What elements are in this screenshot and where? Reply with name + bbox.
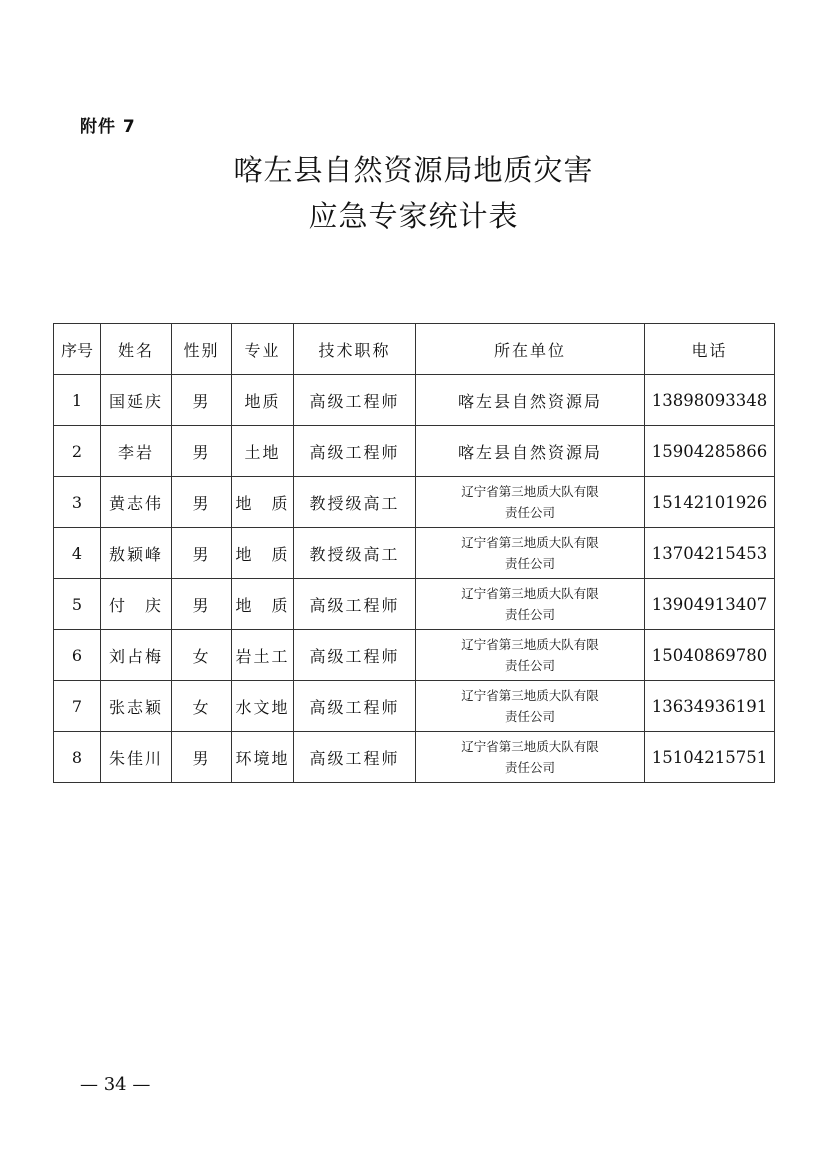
cell-major: 地质 — [232, 375, 294, 426]
cell-gender: 男 — [172, 375, 232, 426]
table-row — [54, 579, 775, 630]
unit-line2: 责任公司 — [504, 556, 555, 571]
cell-unit: 喀左县自然资源局 — [416, 426, 645, 477]
cell-name: 敖颖峰 — [101, 528, 172, 579]
cell-major: 环境地 — [232, 732, 294, 783]
cell-no: 7 — [54, 681, 101, 732]
table-row — [54, 528, 775, 579]
cell-phone: 15104215751 — [645, 732, 775, 783]
header-no: 序号 — [54, 324, 101, 375]
unit-line1: 辽宁省第三地质大队有限 — [461, 739, 599, 754]
unit-line1: 辽宁省第三地质大队有限 — [461, 688, 599, 703]
cell-name: 国延庆 — [101, 375, 172, 426]
table-row — [54, 630, 775, 681]
cell-title: 高级工程师 — [294, 732, 416, 783]
cell-name: 张志颖 — [101, 681, 172, 732]
cell-gender: 男 — [172, 579, 232, 630]
cell-no: 3 — [54, 477, 101, 528]
table-row — [54, 681, 775, 732]
cell-title: 高级工程师 — [294, 681, 416, 732]
cell-name: 黄志伟 — [101, 477, 172, 528]
unit-line2: 责任公司 — [504, 760, 555, 775]
cell-major: 地 质 — [232, 528, 294, 579]
cell-gender: 男 — [172, 528, 232, 579]
table-row — [54, 375, 775, 426]
cell-unit — [416, 732, 645, 783]
cell-unit — [416, 477, 645, 528]
cell-phone: 13704215453 — [645, 528, 775, 579]
cell-gender: 女 — [172, 630, 232, 681]
expert-table — [53, 323, 775, 783]
unit-line1: 辽宁省第三地质大队有限 — [461, 484, 599, 499]
attachment-label: 附件 7 — [80, 117, 136, 137]
document-title-line2: 应急专家统计表 — [308, 199, 519, 233]
cell-name: 付 庆 — [101, 579, 172, 630]
cell-major: 地 质 — [232, 477, 294, 528]
unit-line2: 责任公司 — [504, 505, 555, 520]
table-header-row — [54, 324, 775, 375]
cell-gender: 女 — [172, 681, 232, 732]
header-phone: 电话 — [645, 324, 775, 375]
cell-no: 2 — [54, 426, 101, 477]
cell-phone: 13898093348 — [645, 375, 775, 426]
cell-unit — [416, 630, 645, 681]
cell-title: 高级工程师 — [294, 375, 416, 426]
table-row — [54, 732, 775, 783]
cell-phone: 15142101926 — [645, 477, 775, 528]
cell-no: 4 — [54, 528, 101, 579]
table-row — [54, 477, 775, 528]
cell-no: 6 — [54, 630, 101, 681]
cell-gender: 男 — [172, 477, 232, 528]
cell-title: 高级工程师 — [294, 630, 416, 681]
unit-line1: 辽宁省第三地质大队有限 — [461, 535, 599, 550]
header-gender: 性别 — [172, 324, 232, 375]
header-name: 姓名 — [101, 324, 172, 375]
document-title-line1: 喀左县自然资源局地质灾害 — [233, 153, 594, 187]
cell-phone: 15040869780 — [645, 630, 775, 681]
cell-name: 刘占梅 — [101, 630, 172, 681]
cell-unit — [416, 681, 645, 732]
header-title: 技术职称 — [294, 324, 416, 375]
cell-major: 土地 — [232, 426, 294, 477]
cell-phone: 13904913407 — [645, 579, 775, 630]
cell-title: 高级工程师 — [294, 579, 416, 630]
header-major: 专业 — [232, 324, 294, 375]
page-number: — 34 — — [80, 1074, 151, 1095]
unit-line1: 辽宁省第三地质大队有限 — [461, 637, 599, 652]
table-row — [54, 426, 775, 477]
cell-gender: 男 — [172, 426, 232, 477]
cell-title: 教授级高工 — [294, 477, 416, 528]
unit-line2: 责任公司 — [504, 658, 555, 673]
cell-title: 教授级高工 — [294, 528, 416, 579]
cell-no: 8 — [54, 732, 101, 783]
header-unit: 所在单位 — [416, 324, 645, 375]
unit-line2: 责任公司 — [504, 607, 555, 622]
cell-title: 高级工程师 — [294, 426, 416, 477]
cell-no: 1 — [54, 375, 101, 426]
cell-no: 5 — [54, 579, 101, 630]
cell-name: 朱佳川 — [101, 732, 172, 783]
cell-major: 水文地 — [232, 681, 294, 732]
cell-major: 地 质 — [232, 579, 294, 630]
cell-unit: 喀左县自然资源局 — [416, 375, 645, 426]
cell-phone: 15904285866 — [645, 426, 775, 477]
cell-unit — [416, 579, 645, 630]
cell-phone: 13634936191 — [645, 681, 775, 732]
cell-name: 李岩 — [101, 426, 172, 477]
unit-line1: 辽宁省第三地质大队有限 — [461, 586, 599, 601]
cell-unit — [416, 528, 645, 579]
cell-gender: 男 — [172, 732, 232, 783]
unit-line2: 责任公司 — [504, 709, 555, 724]
cell-major: 岩土工 — [232, 630, 294, 681]
